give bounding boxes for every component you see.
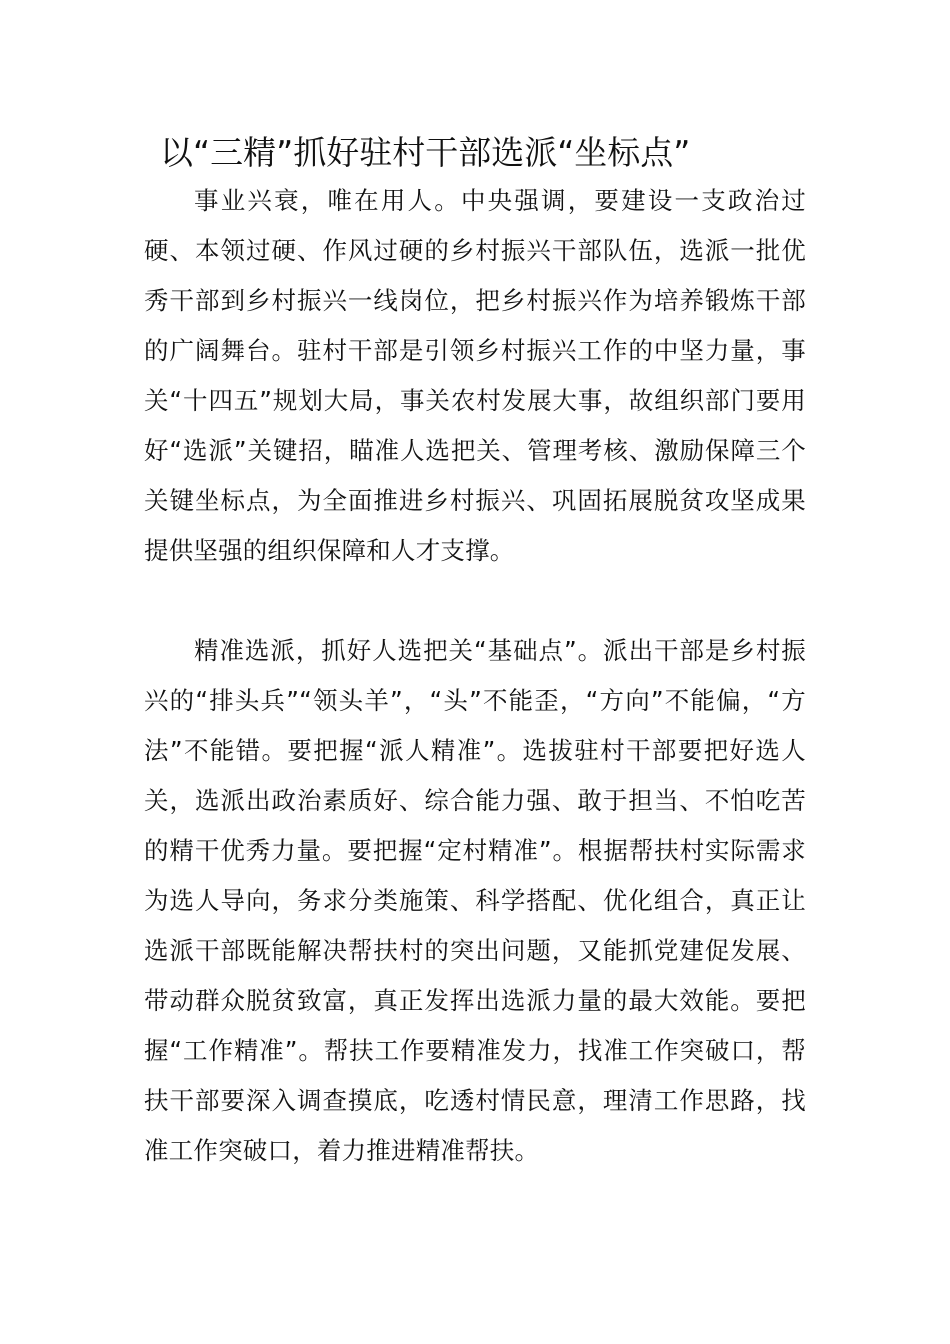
paragraph-1: 事业兴衰，唯在用人。中央强调，要建设一支政治过硬、本领过硬、作风过硬的乡村振兴干部队伍，选派一批优秀干部到乡村振兴一线岗位，把乡村振兴作为培养锻炼干部的广阔舞台。驻村干部是引领乡村振兴工作的中坚力量，事关“十四五”规划大局，事关农村发展大事，故组织部门要用好“选派”关键招，瞄准人选把关、管理考核、激励保障三个关键坐标点，为全面推进乡村振兴、巩固拓展脱贫攻坚成果提供坚强的组织保障和人才支撑。 — [144, 186, 806, 565]
paragraph-2: 精准选派，抓好人选把关“基础点”。派出干部是乡村振兴的“排头兵”“领头羊”，“头”不能歪，“方向”不能偏，“方法”不能错。要把握“派人精准”。选拔驻村干部要把好选人关，选派出政治素质好、综合能力强、敢于担当、不怕吃苦的精干优秀力量。要把握“定村精准”。根据帮扶村实际需求为选人导向，务求分类施策、科学搭配、优化组合，真正让选派干部既能解决帮扶村的突出问题，又能抓党建促发展、带动群众脱贫致富，真正发挥出选派力量的最大效能。要把握“工作精准”。帮扶工作要精准发力，找准工作突破口，帮扶干部要深入调查摸底，吃透村情民意，理清工作思路，找准工作突破口，着力推进精准帮扶。 — [144, 636, 806, 1165]
document-title: 以“三精”抓好驻村干部选派“坐标点” — [160, 133, 691, 172]
document-body — [144, 176, 806, 1176]
